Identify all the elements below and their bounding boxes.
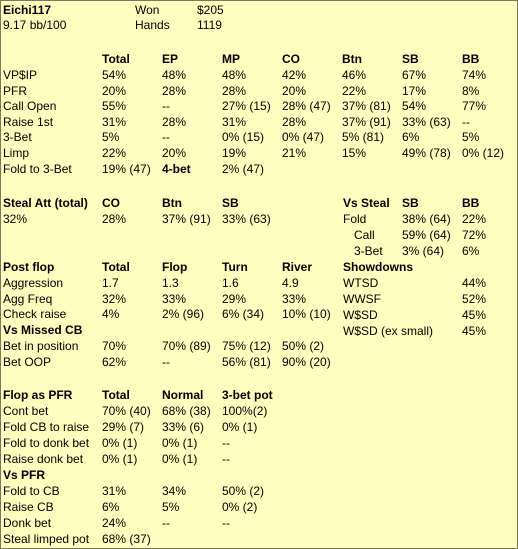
- preflop-header: BB: [462, 52, 480, 66]
- preflop-cell: 31%: [102, 114, 127, 129]
- postflop-header: Turn: [222, 260, 248, 274]
- postflop-row-label: Check raise: [3, 307, 67, 321]
- preflop-cell: --: [462, 114, 470, 129]
- steal-title: Steal Att (total): [3, 196, 88, 210]
- steal-header: CO: [102, 196, 120, 210]
- preflop-cell: 20%: [282, 83, 307, 98]
- postflop-cell: 29%: [222, 291, 247, 306]
- flop-pfr-cell: 68% (38): [162, 404, 211, 418]
- postflop-cell: 32%: [102, 291, 127, 306]
- vs-steal-cell: 22%: [462, 212, 487, 226]
- preflop-cell: 0% (15): [222, 130, 265, 144]
- preflop-cell: 22%: [342, 83, 367, 98]
- showdown-value: 45%: [462, 308, 487, 322]
- flop-pfr-label: Cont bet: [3, 404, 49, 418]
- flop-pfr-cell: 0% (1): [162, 436, 198, 450]
- preflop-cell: 37% (81): [342, 99, 391, 113]
- vs-pfr-label: Raise CB: [3, 500, 54, 514]
- preflop-cell: 74%: [462, 68, 487, 82]
- showdown-value: 52%: [462, 292, 487, 306]
- vs-pfr-cell: --: [222, 516, 230, 530]
- postflop-header: River: [282, 260, 313, 274]
- flop-pfr-label: Raise donk bet: [3, 452, 84, 466]
- preflop-row-label: VP$IP: [3, 68, 38, 82]
- postflop-cell: 6% (34): [222, 307, 265, 321]
- preflop-cell: 21%: [282, 145, 307, 160]
- vs-pfr-label: Steal limped pot: [3, 532, 90, 546]
- steal-cell: 37% (91): [162, 212, 211, 226]
- vs-steal-row-label: Call: [354, 228, 375, 242]
- postflop-cell: 2% (96): [162, 307, 205, 321]
- preflop-cell: 6%: [402, 130, 420, 144]
- bb-per-100: 9.17 bb/100: [3, 18, 67, 32]
- vs-missed-cb-cell: --: [162, 355, 170, 369]
- postflop-title: Post flop: [3, 260, 55, 274]
- vs-missed-cb-title: Vs Missed CB: [3, 323, 83, 337]
- postflop-cell: 1.3: [162, 276, 179, 290]
- flop-pfr-header: Normal: [162, 388, 204, 402]
- flop-pfr-cell: 0% (1): [102, 436, 138, 450]
- postflop-row-label: Aggression: [3, 276, 64, 290]
- preflop-row-label: Limp: [3, 145, 30, 160]
- showdowns-title: Showdowns: [343, 260, 413, 274]
- vs-steal-cell: 6%: [462, 244, 480, 258]
- preflop-cell: 20%: [102, 83, 127, 98]
- postflop-cell: 1.7: [102, 276, 119, 290]
- preflop-row-label: PFR: [3, 83, 27, 98]
- preflop-cell: 28%: [162, 114, 187, 129]
- vs-pfr-cell: 34%: [162, 484, 187, 498]
- preflop-cell: 20%: [162, 145, 187, 160]
- preflop-cell: 5% (81): [342, 130, 385, 144]
- preflop-row-label: Call Open: [3, 99, 57, 113]
- vs-steal-cell: 59% (64): [402, 228, 451, 242]
- vs-pfr-cell: --: [162, 516, 170, 530]
- preflop-cell: 33% (63): [402, 114, 451, 129]
- vs-pfr-cell: 5%: [162, 500, 180, 514]
- preflop-cell: 22%: [102, 145, 127, 160]
- vs-missed-cb-cell: 90% (20): [282, 355, 331, 369]
- flop-pfr-cell: 29% (7): [102, 420, 145, 434]
- vs-steal-cell: 3% (64): [402, 244, 445, 258]
- player-name: Eichi117: [3, 3, 52, 17]
- preflop-cell: 0% (47): [282, 130, 325, 144]
- vs-steal-cell: 72%: [462, 228, 487, 242]
- postflop-header: Total: [102, 260, 130, 274]
- four-bet-value: 2% (47): [222, 162, 265, 176]
- vs-pfr-cell: 31%: [102, 484, 127, 498]
- fold-to-3bet-label: Fold to 3-Bet: [3, 162, 72, 176]
- preflop-header: SB: [402, 52, 419, 66]
- vs-pfr-cell: 6%: [102, 500, 120, 514]
- won-label: Won: [135, 3, 160, 17]
- preflop-cell: 19%: [222, 145, 247, 160]
- vs-steal-title: Vs Steal: [343, 196, 390, 210]
- preflop-cell: 54%: [402, 99, 427, 113]
- vs-steal-header: BB: [462, 196, 480, 210]
- preflop-cell: 37% (91): [342, 114, 391, 129]
- vs-missed-cb-cell: 50% (2): [282, 339, 325, 353]
- preflop-cell: 5%: [102, 130, 120, 144]
- flop-pfr-label: Fold to donk bet: [3, 436, 90, 450]
- showdown-label: WTSD: [343, 276, 379, 290]
- showdown-label: W$SD: [343, 308, 378, 322]
- showdown-label: W$SD (ex small): [343, 324, 434, 338]
- preflop-row-label: 3-Bet: [3, 130, 32, 144]
- postflop-cell: 4%: [102, 307, 120, 321]
- preflop-cell: 48%: [222, 68, 247, 82]
- vs-missed-cb-cell: 62%: [102, 355, 127, 369]
- preflop-header: Total: [102, 52, 130, 66]
- preflop-cell: 54%: [102, 68, 127, 82]
- preflop-cell: 28% (47): [282, 99, 331, 113]
- postflop-row-label: Agg Freq: [3, 291, 53, 306]
- vs-pfr-cell: 50% (2): [222, 484, 265, 498]
- flop-pfr-cell: 0% (1): [222, 420, 258, 434]
- preflop-row-label: Raise 1st: [3, 114, 54, 129]
- flop-pfr-header: 3-bet pot: [222, 388, 273, 402]
- postflop-cell: 1.6: [222, 276, 239, 290]
- preflop-header: MP: [222, 52, 240, 66]
- flop-pfr-cell: 33% (6): [162, 420, 205, 434]
- flop-pfr-title: Flop as PFR: [3, 388, 73, 402]
- vs-steal-row-label: 3-Bet: [354, 244, 383, 258]
- four-bet-label: 4-bet: [162, 162, 191, 176]
- steal-header: SB: [222, 196, 239, 210]
- flop-pfr-label: Fold CB to raise: [3, 420, 90, 434]
- preflop-cell: 28%: [282, 114, 307, 129]
- flop-pfr-cell: --: [222, 452, 230, 466]
- preflop-cell: --: [162, 99, 170, 113]
- hands-value: 1119: [197, 18, 222, 32]
- showdown-value: 44%: [462, 276, 487, 290]
- preflop-cell: 42%: [282, 68, 307, 82]
- vs-missed-cb-cell: 75% (12): [222, 339, 271, 353]
- flop-pfr-cell: --: [222, 436, 230, 450]
- vs-pfr-title: Vs PFR: [3, 468, 46, 482]
- hands-label: Hands: [135, 18, 170, 32]
- postflop-cell: 33%: [162, 291, 187, 306]
- postflop-cell: 10% (10): [282, 307, 331, 321]
- preflop-cell: 67%: [402, 68, 427, 82]
- showdown-label: WWSF: [343, 292, 381, 306]
- preflop-cell: 48%: [162, 68, 187, 82]
- preflop-header: CO: [282, 52, 300, 66]
- vs-missed-cb-cell: 70%: [102, 339, 127, 353]
- vs-pfr-label: Donk bet: [3, 516, 52, 530]
- steal-header: Btn: [162, 196, 182, 210]
- preflop-cell: 28%: [222, 83, 247, 98]
- vs-steal-row-label: Fold: [343, 212, 367, 226]
- vs-steal-header: SB: [402, 196, 419, 210]
- steal-total: 32%: [3, 212, 28, 226]
- preflop-cell: 15%: [342, 145, 367, 160]
- preflop-header: Btn: [342, 52, 362, 66]
- vs-steal-cell: 38% (64): [402, 212, 451, 226]
- steal-cell: 33% (63): [222, 212, 271, 226]
- vs-pfr-cell: 0% (2): [222, 500, 258, 514]
- preflop-cell: 31%: [222, 114, 247, 129]
- preflop-header: EP: [162, 52, 179, 66]
- postflop-cell: 4.9: [282, 276, 299, 290]
- preflop-cell: 77%: [462, 99, 487, 113]
- preflop-cell: 46%: [342, 68, 367, 82]
- flop-pfr-cell: 70% (40): [102, 404, 151, 418]
- postflop-header: Flop: [162, 260, 188, 274]
- vs-pfr-cell: 68% (37): [102, 532, 151, 546]
- vs-missed-cb-label: Bet in position: [3, 339, 79, 353]
- flop-pfr-cell: 100%(2): [222, 404, 268, 418]
- preflop-cell: 28%: [162, 83, 187, 98]
- steal-cell: 28%: [102, 212, 127, 226]
- preflop-cell: 55%: [102, 99, 127, 113]
- preflop-cell: 49% (78): [402, 145, 451, 160]
- vs-missed-cb-label: Bet OOP: [3, 355, 52, 369]
- postflop-cell: 33%: [282, 291, 307, 306]
- flop-pfr-header: Total: [102, 388, 130, 402]
- preflop-cell: --: [162, 130, 170, 144]
- flop-pfr-cell: 0% (1): [102, 452, 138, 466]
- won-value: $205: [197, 3, 224, 17]
- fold-to-3bet-value: 19% (47): [102, 162, 151, 176]
- preflop-cell: 17%: [402, 83, 427, 98]
- preflop-cell: 0% (12): [462, 145, 505, 160]
- preflop-cell: 27% (15): [222, 99, 271, 113]
- vs-pfr-label: Fold to CB: [3, 484, 60, 498]
- vs-missed-cb-cell: 70% (89): [162, 339, 211, 353]
- preflop-cell: 8%: [462, 83, 480, 98]
- vs-pfr-cell: 24%: [102, 516, 127, 530]
- vs-missed-cb-cell: 56% (81): [222, 355, 271, 369]
- preflop-cell: 5%: [462, 130, 480, 144]
- flop-pfr-cell: 0% (1): [162, 452, 198, 466]
- showdown-value: 45%: [462, 324, 487, 338]
